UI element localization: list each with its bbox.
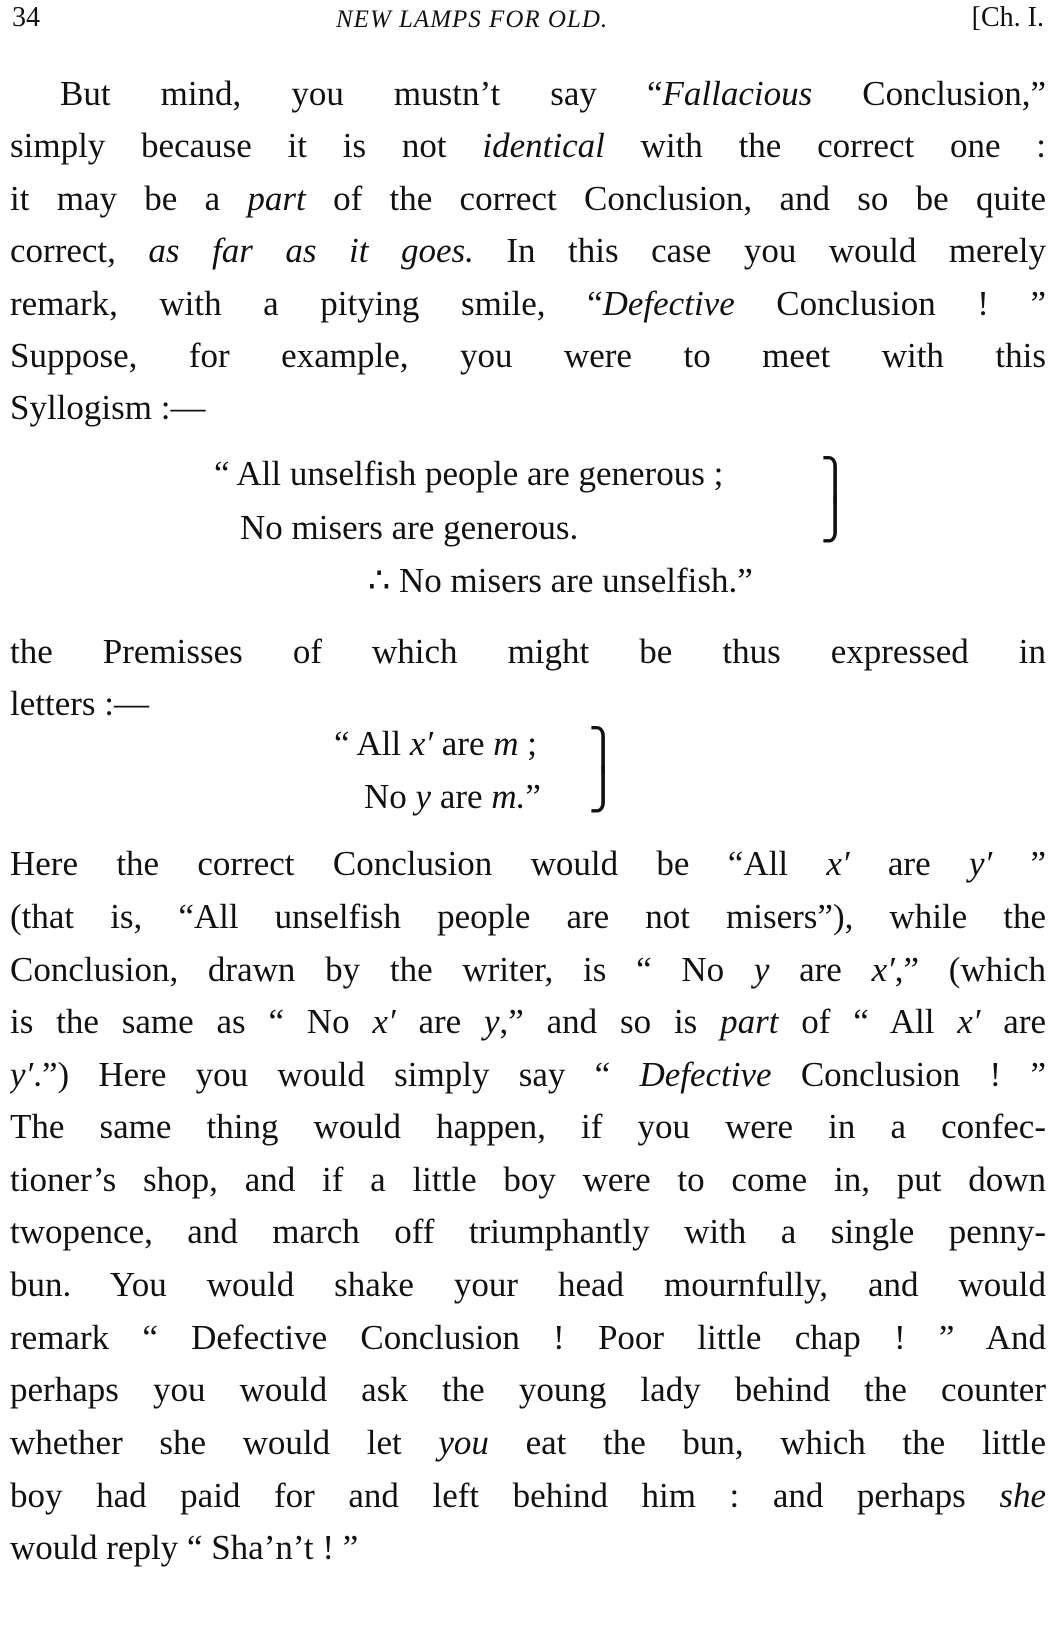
text-line: y′.”) Here you would simply say “ Defective Conclusion ! ”	[10, 1055, 1046, 1094]
syllogism-premise: “ All unselfish people are generous ;	[214, 454, 724, 493]
text-line: (that is, “All unselfish people are not misers”), while the	[10, 897, 1046, 936]
text-line: it may be a part of the correct Conclusion, and so be quite	[10, 179, 1046, 218]
italic-emphasis: Fallacious	[662, 74, 813, 113]
italic-emphasis: she	[999, 1476, 1046, 1515]
brace-top-glyph: ⎫	[588, 727, 618, 772]
text-line: would reply “ Sha’n’t ! ”	[10, 1528, 359, 1567]
text-line: twopence, and march off triumphantly with a single penny-	[10, 1212, 1046, 1251]
text-line: Conclusion, drawn by the writer, is “ No y are x′,” (which	[10, 950, 1046, 989]
italic-emphasis: identical	[482, 126, 605, 165]
text-line: the Premisses of which might be thus expressed in	[10, 632, 1046, 671]
letter-premise: “ All x′ are m ;	[334, 724, 538, 763]
text-line: remark, with a pitying smile, “Defective Conclusion ! ”	[10, 284, 1046, 323]
syllogism-conclusion: ∴ No misers are unselfish.”	[368, 561, 753, 600]
text-line: But mind, you mustn’t say “Fallacious Conclusion,”	[60, 74, 1046, 113]
italic-emphasis: Defective	[602, 284, 735, 323]
letter-premise: No y are m.”	[364, 777, 541, 816]
text-line: bun. You would shake your head mournfully, and would	[10, 1265, 1046, 1304]
chapter-label: [Ch. I.	[971, 2, 1044, 33]
text-line: tioner’s shop, and if a little boy were to come in, put down	[10, 1160, 1046, 1199]
text-line: Here the correct Conclusion would be “All x′ are y′ ”	[10, 844, 1046, 883]
running-header	[0, 2, 1052, 46]
italic-emphasis: Defective	[639, 1055, 772, 1094]
brace-top-glyph: ⎫	[820, 457, 850, 502]
text-line: simply because it is not identical with the correct one :	[10, 126, 1046, 165]
text-line: perhaps you would ask the young lady behind the counter	[10, 1370, 1046, 1409]
syllogism-premise: No misers are generous.	[240, 508, 579, 547]
italic-emphasis: part	[720, 1002, 779, 1041]
text-line: letters :—	[10, 684, 149, 723]
text-line: boy had paid for and left behind him : and perhaps she	[10, 1476, 1046, 1515]
page-number: 34	[12, 2, 40, 33]
text-line: is the same as “ No x′ are y,” and so is part of “ All x′ are	[10, 1002, 1046, 1041]
text-line: remark “ Defective Conclusion ! Poor little chap ! ” And	[10, 1318, 1046, 1357]
italic-emphasis: you	[438, 1423, 489, 1462]
text-line: correct, as far as it goes. In this case you would merely	[10, 231, 1046, 270]
text-line: Syllogism :—	[10, 388, 206, 427]
italic-emphasis: as far as it goes.	[148, 231, 474, 270]
running-title: NEW LAMPS FOR OLD.	[336, 6, 609, 33]
text-line: whether she would let you eat the bun, which the little	[10, 1423, 1046, 1462]
brace-bottom-glyph: ⎭	[820, 497, 850, 542]
brace-bottom-glyph: ⎭	[588, 767, 618, 812]
text-line: Suppose, for example, you were to meet with this	[10, 336, 1046, 375]
text-line: The same thing would happen, if you were in a confec-	[10, 1107, 1046, 1146]
italic-emphasis: part	[247, 179, 306, 218]
